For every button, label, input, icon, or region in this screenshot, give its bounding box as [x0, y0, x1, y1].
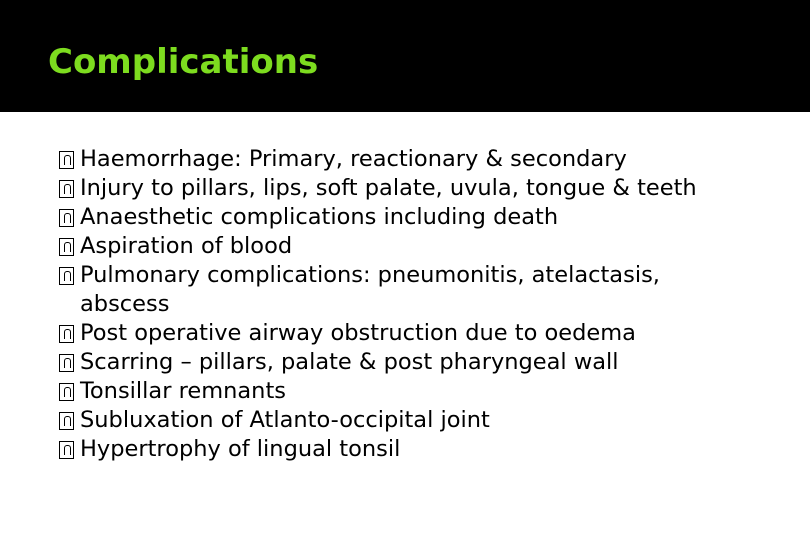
missing-glyph-box-icon [59, 412, 74, 430]
list-item [59, 377, 779, 406]
list-item-text: Tonsillar remnants [80, 378, 286, 404]
missing-glyph-box-icon [59, 325, 74, 343]
list-item-text: Aspiration of blood [80, 233, 293, 259]
missing-glyph-box-icon [59, 383, 74, 401]
list-item-text: Pulmonary complications: pneumonitis, atelactasis, abscess [80, 262, 660, 317]
missing-glyph-box-icon [59, 354, 74, 372]
list-item-text: Post operative airway obstruction due to oedema [80, 320, 636, 346]
list-item-text: Scarring – pillars, palate & post pharyngeal wall [80, 349, 619, 375]
list-item-text: Anaesthetic complications including death [80, 204, 559, 230]
missing-glyph-box-icon [59, 209, 74, 227]
list-item [59, 203, 779, 232]
bullet-list [59, 145, 779, 464]
list-item [59, 348, 779, 377]
missing-glyph-box-icon [59, 151, 74, 169]
list-item [59, 435, 779, 464]
list-item-text: Haemorrhage: Primary, reactionary & secondary [80, 146, 627, 172]
title-band [0, 0, 810, 112]
list-item [59, 261, 720, 319]
list-item [59, 174, 779, 203]
missing-glyph-box-icon [59, 441, 74, 459]
missing-glyph-box-icon [59, 180, 74, 198]
list-item-text: Subluxation of Atlanto-occipital joint [80, 407, 490, 433]
missing-glyph-box-icon [59, 238, 74, 256]
list-item-text: Hypertrophy of lingual tonsil [80, 436, 401, 462]
list-item [59, 232, 779, 261]
missing-glyph-box-icon [59, 267, 74, 285]
list-item [59, 145, 779, 174]
slide-title: Complications [48, 42, 319, 82]
list-item [59, 406, 779, 435]
list-item-text: Injury to pillars, lips, soft palate, uvula, tongue & teeth [80, 175, 697, 201]
list-item [59, 319, 779, 348]
